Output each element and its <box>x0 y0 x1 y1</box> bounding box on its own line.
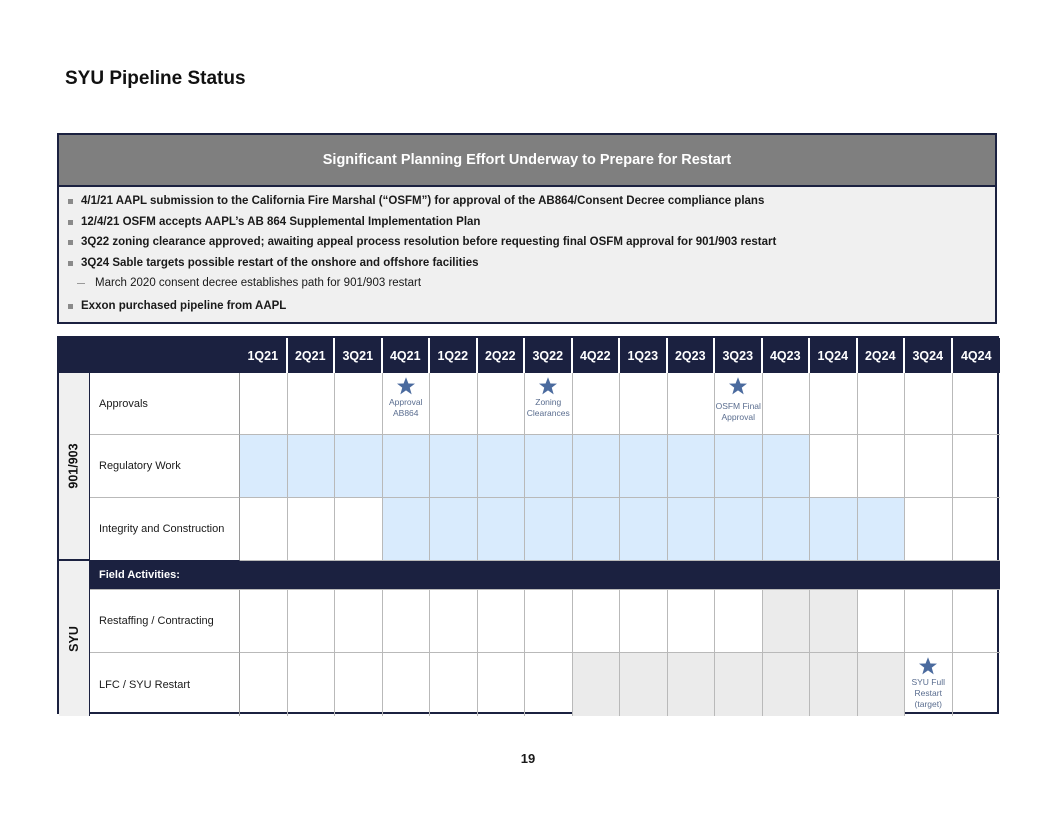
timeline-cell <box>240 653 288 716</box>
row-label: LFC / SYU Restart <box>90 653 240 716</box>
timeline-cell <box>858 498 906 561</box>
timeline-cell <box>430 498 478 561</box>
bullet-item: 3Q22 zoning clearance approved; awaiting appeal process resolution before requesting final OSFM approval for 901/903 restart <box>67 236 995 249</box>
bullet-item: Exxon purchased pipeline from AAPL <box>67 300 995 313</box>
field-activities-bar: Field Activities: <box>90 561 1000 590</box>
timeline-cell <box>715 373 763 435</box>
sub-bullet-item: March 2020 consent decree establishes path for 901/903 restart <box>67 277 995 290</box>
timeline-cell <box>953 653 1001 716</box>
timeline-cell <box>763 590 811 653</box>
gantt-table <box>57 336 999 714</box>
timeline-cell <box>478 435 526 498</box>
timeline-cell <box>478 653 526 716</box>
bullet-item: 3Q24 Sable targets possible restart of the onshore and offshore facilities <box>67 257 995 270</box>
row-label: Restaffing / Contracting <box>90 590 240 653</box>
timeline-cell <box>383 590 431 653</box>
timeline-cell <box>525 435 573 498</box>
timeline-cell <box>715 498 763 561</box>
star-icon <box>728 376 748 396</box>
quarter-header: 3Q21 <box>335 338 383 373</box>
group-label-text: SYU <box>66 625 81 652</box>
gantt-header-blank <box>59 338 240 373</box>
timeline-cell <box>905 653 953 716</box>
timeline-cell <box>335 435 383 498</box>
timeline-cell <box>573 498 621 561</box>
timeline-cell <box>573 653 621 716</box>
milestone-label: Zoning Clearances <box>526 397 570 418</box>
timeline-cell <box>240 590 288 653</box>
timeline-cell <box>573 373 621 435</box>
star-icon <box>538 376 558 396</box>
timeline-cell <box>715 590 763 653</box>
timeline-cell <box>573 435 621 498</box>
timeline-cell <box>905 498 953 561</box>
timeline-cell <box>953 435 1001 498</box>
summary-box <box>57 133 997 324</box>
timeline-cell <box>858 590 906 653</box>
timeline-cell <box>810 498 858 561</box>
timeline-cell <box>430 590 478 653</box>
timeline-cell <box>953 590 1001 653</box>
timeline-cell <box>810 435 858 498</box>
quarter-header: 1Q22 <box>430 338 478 373</box>
timeline-cell <box>953 498 1001 561</box>
timeline-cell <box>858 435 906 498</box>
timeline-cell <box>288 373 336 435</box>
timeline-cell <box>905 373 953 435</box>
timeline-cell <box>525 373 573 435</box>
star-icon <box>918 656 938 676</box>
timeline-cell <box>240 498 288 561</box>
timeline-cell <box>953 373 1001 435</box>
milestone-marker <box>715 376 762 423</box>
quarter-header: 2Q24 <box>858 338 906 373</box>
quarter-header: 2Q22 <box>478 338 526 373</box>
timeline-cell <box>620 498 668 561</box>
timeline-cell <box>335 498 383 561</box>
milestone-label: OSFM Final Approval <box>715 401 761 422</box>
timeline-cell <box>668 653 716 716</box>
timeline-cell <box>668 498 716 561</box>
star-icon <box>396 376 416 396</box>
quarter-header: 1Q21 <box>240 338 288 373</box>
timeline-cell <box>620 373 668 435</box>
timeline-cell <box>668 590 716 653</box>
timeline-cell <box>858 373 906 435</box>
quarter-header: 3Q23 <box>715 338 763 373</box>
timeline-cell <box>383 373 431 435</box>
timeline-cell <box>525 590 573 653</box>
timeline-cell <box>763 498 811 561</box>
row-label: Approvals <box>90 373 240 435</box>
timeline-cell <box>430 373 478 435</box>
quarter-header: 1Q24 <box>810 338 858 373</box>
timeline-cell <box>620 590 668 653</box>
quarter-header: 1Q23 <box>620 338 668 373</box>
summary-header: Significant Planning Effort Underway to Prepare for Restart <box>59 135 995 187</box>
quarter-header: 3Q22 <box>525 338 573 373</box>
timeline-cell <box>525 653 573 716</box>
milestone-label: Approval AB864 <box>388 397 423 418</box>
timeline-cell <box>668 435 716 498</box>
timeline-cell <box>668 373 716 435</box>
bullet-item: 12/4/21 OSFM accepts AAPL’s AB 864 Supplemental Implementation Plan <box>67 216 995 229</box>
timeline-cell <box>573 590 621 653</box>
page-number: 19 <box>520 751 536 766</box>
timeline-cell <box>288 498 336 561</box>
timeline-cell <box>478 590 526 653</box>
timeline-cell <box>335 653 383 716</box>
timeline-cell <box>430 653 478 716</box>
timeline-cell <box>288 590 336 653</box>
group-label-901-903 <box>59 373 90 561</box>
quarter-header: 4Q22 <box>573 338 621 373</box>
timeline-cell <box>620 435 668 498</box>
group-label-text: 901/903 <box>67 443 81 489</box>
timeline-cell <box>763 653 811 716</box>
milestone-marker <box>383 376 430 419</box>
quarter-header: 2Q21 <box>288 338 336 373</box>
timeline-cell <box>288 653 336 716</box>
milestone-label: SYU Full Restart (target) <box>911 677 946 709</box>
timeline-cell <box>905 435 953 498</box>
timeline-cell <box>858 653 906 716</box>
quarter-header: 2Q23 <box>668 338 716 373</box>
timeline-cell <box>383 498 431 561</box>
quarter-header: 4Q21 <box>383 338 431 373</box>
group-label-syu <box>59 561 90 716</box>
timeline-cell <box>810 653 858 716</box>
timeline-cell <box>763 373 811 435</box>
timeline-cell <box>763 435 811 498</box>
quarter-header: 4Q23 <box>763 338 811 373</box>
timeline-cell <box>430 435 478 498</box>
timeline-cell <box>383 653 431 716</box>
timeline-cell <box>383 435 431 498</box>
timeline-cell <box>240 435 288 498</box>
page-title: SYU Pipeline Status <box>65 68 246 89</box>
milestone-marker <box>525 376 572 419</box>
timeline-cell <box>240 373 288 435</box>
timeline-cell <box>715 653 763 716</box>
timeline-cell <box>810 590 858 653</box>
timeline-cell <box>335 373 383 435</box>
bullet-item: 4/1/21 AAPL submission to the California Fire Marshal (“OSFM”) for approval of the AB864/Consent Decree compliance plans <box>67 195 995 208</box>
timeline-cell <box>620 653 668 716</box>
timeline-cell <box>478 373 526 435</box>
row-label: Regulatory Work <box>90 435 240 498</box>
timeline-cell <box>810 373 858 435</box>
timeline-cell <box>335 590 383 653</box>
timeline-cell <box>288 435 336 498</box>
summary-bullets <box>59 187 995 313</box>
quarter-header: 4Q24 <box>953 338 1001 373</box>
timeline-cell <box>525 498 573 561</box>
row-label: Integrity and Construction <box>90 498 240 561</box>
timeline-cell <box>478 498 526 561</box>
milestone-marker <box>905 656 952 710</box>
timeline-cell <box>905 590 953 653</box>
timeline-cell <box>715 435 763 498</box>
quarter-header: 3Q24 <box>905 338 953 373</box>
